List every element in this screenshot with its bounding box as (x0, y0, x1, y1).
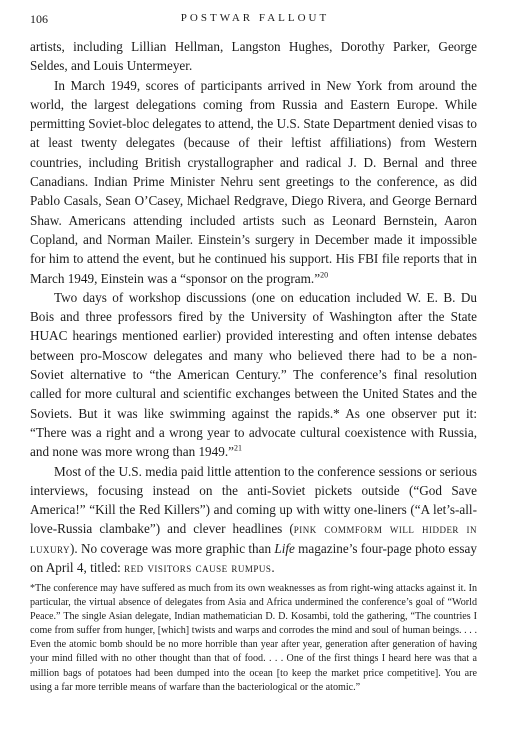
magazine-title: Life (274, 540, 295, 556)
paragraph-continuation: artists, including Lillian Hellman, Langston Hughes, Dorothy Parker, George Seldes, and Louis Untermeyer. (30, 39, 477, 74)
footnote (30, 582, 477, 695)
paragraph-text: magazine’s four-page photo essay on April 4, titled: (30, 540, 477, 576)
paragraph-media-coverage (30, 462, 477, 578)
headline-small-caps: pink commform will hidder in luxury (30, 521, 477, 556)
paragraph-text: . (271, 560, 275, 576)
headline-small-caps: red visitors cause rumpus (124, 560, 272, 576)
running-head: POSTWAR FALLOUT (180, 12, 330, 24)
paragraph-text: Two days of workshop discussions (one on education included W. E. B. Du Bois and three professors fired by the University of Washington after the State HUAC hearings mentioned earlier) provided interesting and often intense debates between pro-Moscow delegates and many who believed there had to be a non-Soviet alternative to “the American Century.” The conference’s final resolution called for more cultural and scientific exchanges between the United States and the Soviets. But it was like swimming against the rapids.* As one observer put it: “There was a right and a wrong year to advocate cultural coexistence with Russia, and none was more wrong than 1949.” (30, 289, 477, 460)
paragraph-workshop-discussions (30, 288, 477, 462)
footnote-text: *The conference may have suffered as much from its own weaknesses as from right-wing attacks against it. In particular, the virtual absence of delegates from Asia and Africa undermined the conference’s goal of “World Peace.” The single Asian delegate, Indian mathematician D. D. Kosambi, told the gathering, “The countries I come from suffer from hunger, [which] twists and warps and corrodes the mind and soul of human beings. . . . Even the atomic bomb should be no more horrible than year after year, generation after generation of having your mind filled with no other thought than that of food. . . . One of the first things I heard here was that a million bags of potatoes had been dumped into the ocean [to keep the market price competitive]. You are using a far more terrible means of warfare than the bacteriological or the atomic.” (30, 583, 477, 693)
endnote-marker: 20 (320, 270, 329, 280)
paragraph-text: Most of the U.S. media paid little attention to the conference sessions or serious interviews, focusing instead on the anti-Soviet pickets outside (“God Save America!” “Kill the Red Killers”) and coming up with witty one-liners (“A let’s-all-love-Russia clambake”) and clever headlines ( (30, 463, 477, 537)
paragraph-text: In March 1949, scores of participants arrived in New York from around the world, the largest delegations coming from Russia and Eastern Europe. While permitting Soviet-bloc delegates to attend, the U.S. State Department denied visas to at least twenty delegates (because of their leftist affiliations) from Western countries, including British crystallographer and radical J. D. Bernal and three Canadians. Indian Prime Minister Nehru sent greetings to the conference, as did Pablo Casals, Sean O’Casey, Michael Redgrave, Diego Rivera, and George Bernard Shaw. Americans attending included artists such as Leonard Bernstein, Aaron Copland, and Norman Mailer. Einstein’s surgery in December made it impossible for him to attend the event, but he continued his support. His FBI file reports that in March 1949, Einstein was a “sponsor on the program.” (30, 77, 477, 286)
page-number: 106 (30, 12, 48, 26)
paragraph-text: ). No coverage was more graphic than (70, 540, 275, 556)
body-text (30, 37, 477, 577)
paragraph-conference-arrivals (30, 76, 477, 288)
endnote-marker: 21 (234, 443, 242, 453)
